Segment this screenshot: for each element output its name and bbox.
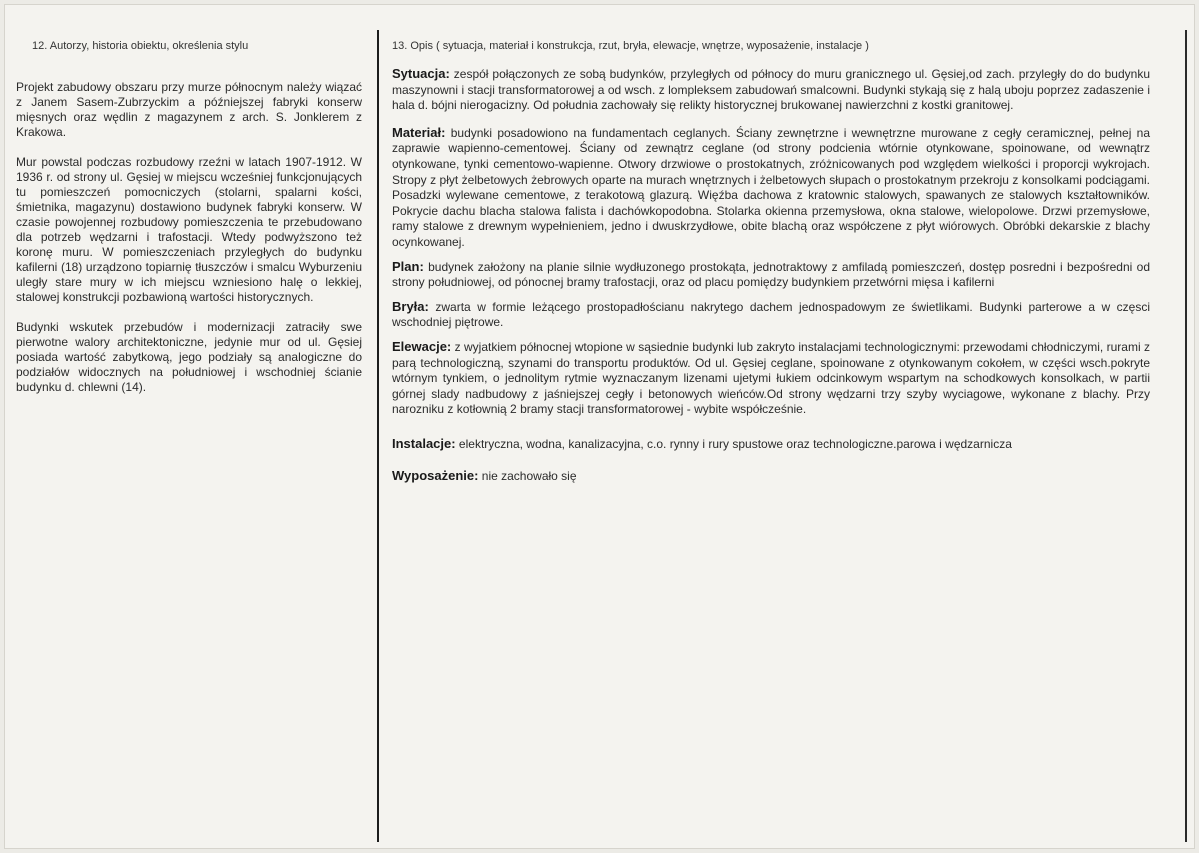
right-column: [392, 38, 1150, 485]
section-wyposazenie: [392, 468, 1150, 485]
section-text: zwarta w formie leżącego prostopadłościanu nakrytego dachem jednospadowym ze świetlikami. Budynki parterowe a w częsci wschodniej piętrowe.: [392, 299, 1150, 330]
left-paragraph-2: Mur powstal podczas rozbudowy rzeźni w latach 1907-1912. W 1936 r. od strony ul. Gęsiej w miejscu wcześniej funkcjonujących tu pomieszczeń pomocniczych (stolarni, spalarni kości, śmietnika, magazynu) dostawiono budynek fabryki konserw. W czasie powojennej rozbudowy pomieszczenia te przebudowano dla potrzeb wędzarni i trafostacji. Wtedy podwyższono też koronę muru. W pomieszczeniach przyległych do budynku kafilerni (18) urządzono topiarnię tłuszczów i smalcu Wyburzeniu uległy stare mury w ich miejscu wzniesiono halę o lekkiej, stalowej konstrukcji pozbawioną wartości historycznych.: [16, 155, 362, 304]
section-text: budynki posadowiono na fundamentach ceglanych. Ściany zewnętrzne i wewnętrzne murowane z cegły ceramicznej, pełnej na zaprawie wapienno-cementowej. Ściany od zewnątrz ceglane (od strony podcienia wtórnie otynkowane, spoinowane, od wewnątrz otynkowane, tynki cementowo-wapienne. Otwory drzwiowe o prostokatnych, zróżnicowanych pod względem wielkości i proporcji wykrojach. Stropy z płyt żelbetowych żebrowych oparte na murach wnętrznych i żelbetowych słupach o prostokatnym przekroju z konsolkami podciągami. Posadzki wylewane cementowe, z terakotową glazurą. Więźba dachowa z kratownic stalowych, spawanych ze stalowych kształtowników. Pokrycie dachu blacha stalowa falista i dachówkopodobna. Stolarka okienna przemysłowa, okna stalowe, wielopolowe. Drzwi przemysłowe, ramy stalowe z drewnym wypełnieniem, jedno i dwuskrzydłowe, obite blachą oraz współczene z płyt wiórowych. Obróbki dekarskie z blachy ocynkowanej.: [392, 125, 1150, 249]
column-divider: [377, 30, 379, 842]
section-label: Sytuacja:: [392, 66, 450, 81]
left-paragraph-1: Projekt zabudowy obszaru przy murze północnym należy wiązać z Janem Sasem-Zubrzyckim a późniejszej fabryki konserw mięsnych oraz wędlin z magazynem z arch. S. Jonklerem z Krakowa.: [16, 80, 362, 139]
left-column: [16, 38, 362, 395]
section-instalacje: [392, 436, 1150, 453]
section-label: Wyposażenie:: [392, 468, 479, 484]
section-text: nie zachowało się: [478, 469, 577, 484]
left-paragraph-3: Budynki wskutek przebudów i modernizacji zatraciły swe pierwotne walory architektoniczne, jedynie mur od ul. Gęsiej posiada wartość zabytkową, jego podziały są analogiczne do podziałów widocznych na południowej i wschodniej ścianie budynku d. chlewni (14).: [16, 320, 362, 394]
right-border-line: [1185, 30, 1187, 842]
section-plan: [392, 259, 1150, 291]
section-label: Plan:: [392, 258, 424, 274]
section-bryla: [392, 299, 1150, 331]
section-text: zespół połączonych ze sobą budynków, przyległych od północy do muru granicznego ul. Gęsiej,od zach. przyległy do do budynku maszynowni i stacji transformatorowej a od wsch. z lompleksem zabudowań smalcowni. Budynki stykają się z halą uboju poprzez zadaszenie i hala d. bójni nierogacizny. Od południa zachowały się relikty historycznej brukowanej nawierzchni z kostki granitowej.: [392, 67, 1150, 113]
section-elewacje: [392, 339, 1150, 418]
section-label: Bryła:: [392, 298, 429, 314]
section-text: elektryczna, wodna, kanalizacyjna, c.o. rynny i rury spustowe oraz technologiczne.parowa i wędzarnicza: [455, 436, 1012, 451]
left-heading: 12. Autorzy, historia obiektu, określenia stylu: [32, 40, 249, 52]
section-material: [392, 125, 1150, 251]
section-label: Elewacje:: [392, 338, 452, 354]
section-text: budynek założony na planie silnie wydłuzonego prostokąta, jednotraktowy z amfiladą pomieszczeń, dostęp posredni i bezpośredni od strony południowej, od pónocnej bramy trafostacji, oraz od placu pomiędzy budynkiem przetwórni mięsa i kafilerni: [392, 259, 1150, 290]
section-sytuacja: [392, 66, 1150, 114]
right-heading: 13. Opis ( sytuacja, materiał i konstrukcja, rzut, bryła, elewacje, wnętrze, wyposażenie, instalacje ): [392, 40, 869, 52]
section-label: Materiał:: [392, 124, 446, 140]
section-label: Instalacje:: [392, 435, 456, 451]
section-text: z wyjatkiem północnej wtopione w sąsiednie budynki lub zakryto instalacjami technologicznymi: przewodami chłodniczymi, rurami z parą technologiczną, szynami do transportu produktów. Od ul. Gęsiej ceglane, spoinowane z otynkowanym cokołem, w części wsch.pokryte wtórnym tynkiem, o jednolitym rytmie wyznaczanym lizenami ujetymi łukiem odcinkowym wspartym na schodkowych konsolkach, w partii górnej slady nadbudowy z jaśniejszej cegły i betonowych wieńców.Od strony wędzarni trzy szyby wyciagowe, wykonane z blachy. Przy narozniku z kotłownią 2 bramy stacji transformatorowej - wybite współcześnie.: [392, 339, 1150, 417]
